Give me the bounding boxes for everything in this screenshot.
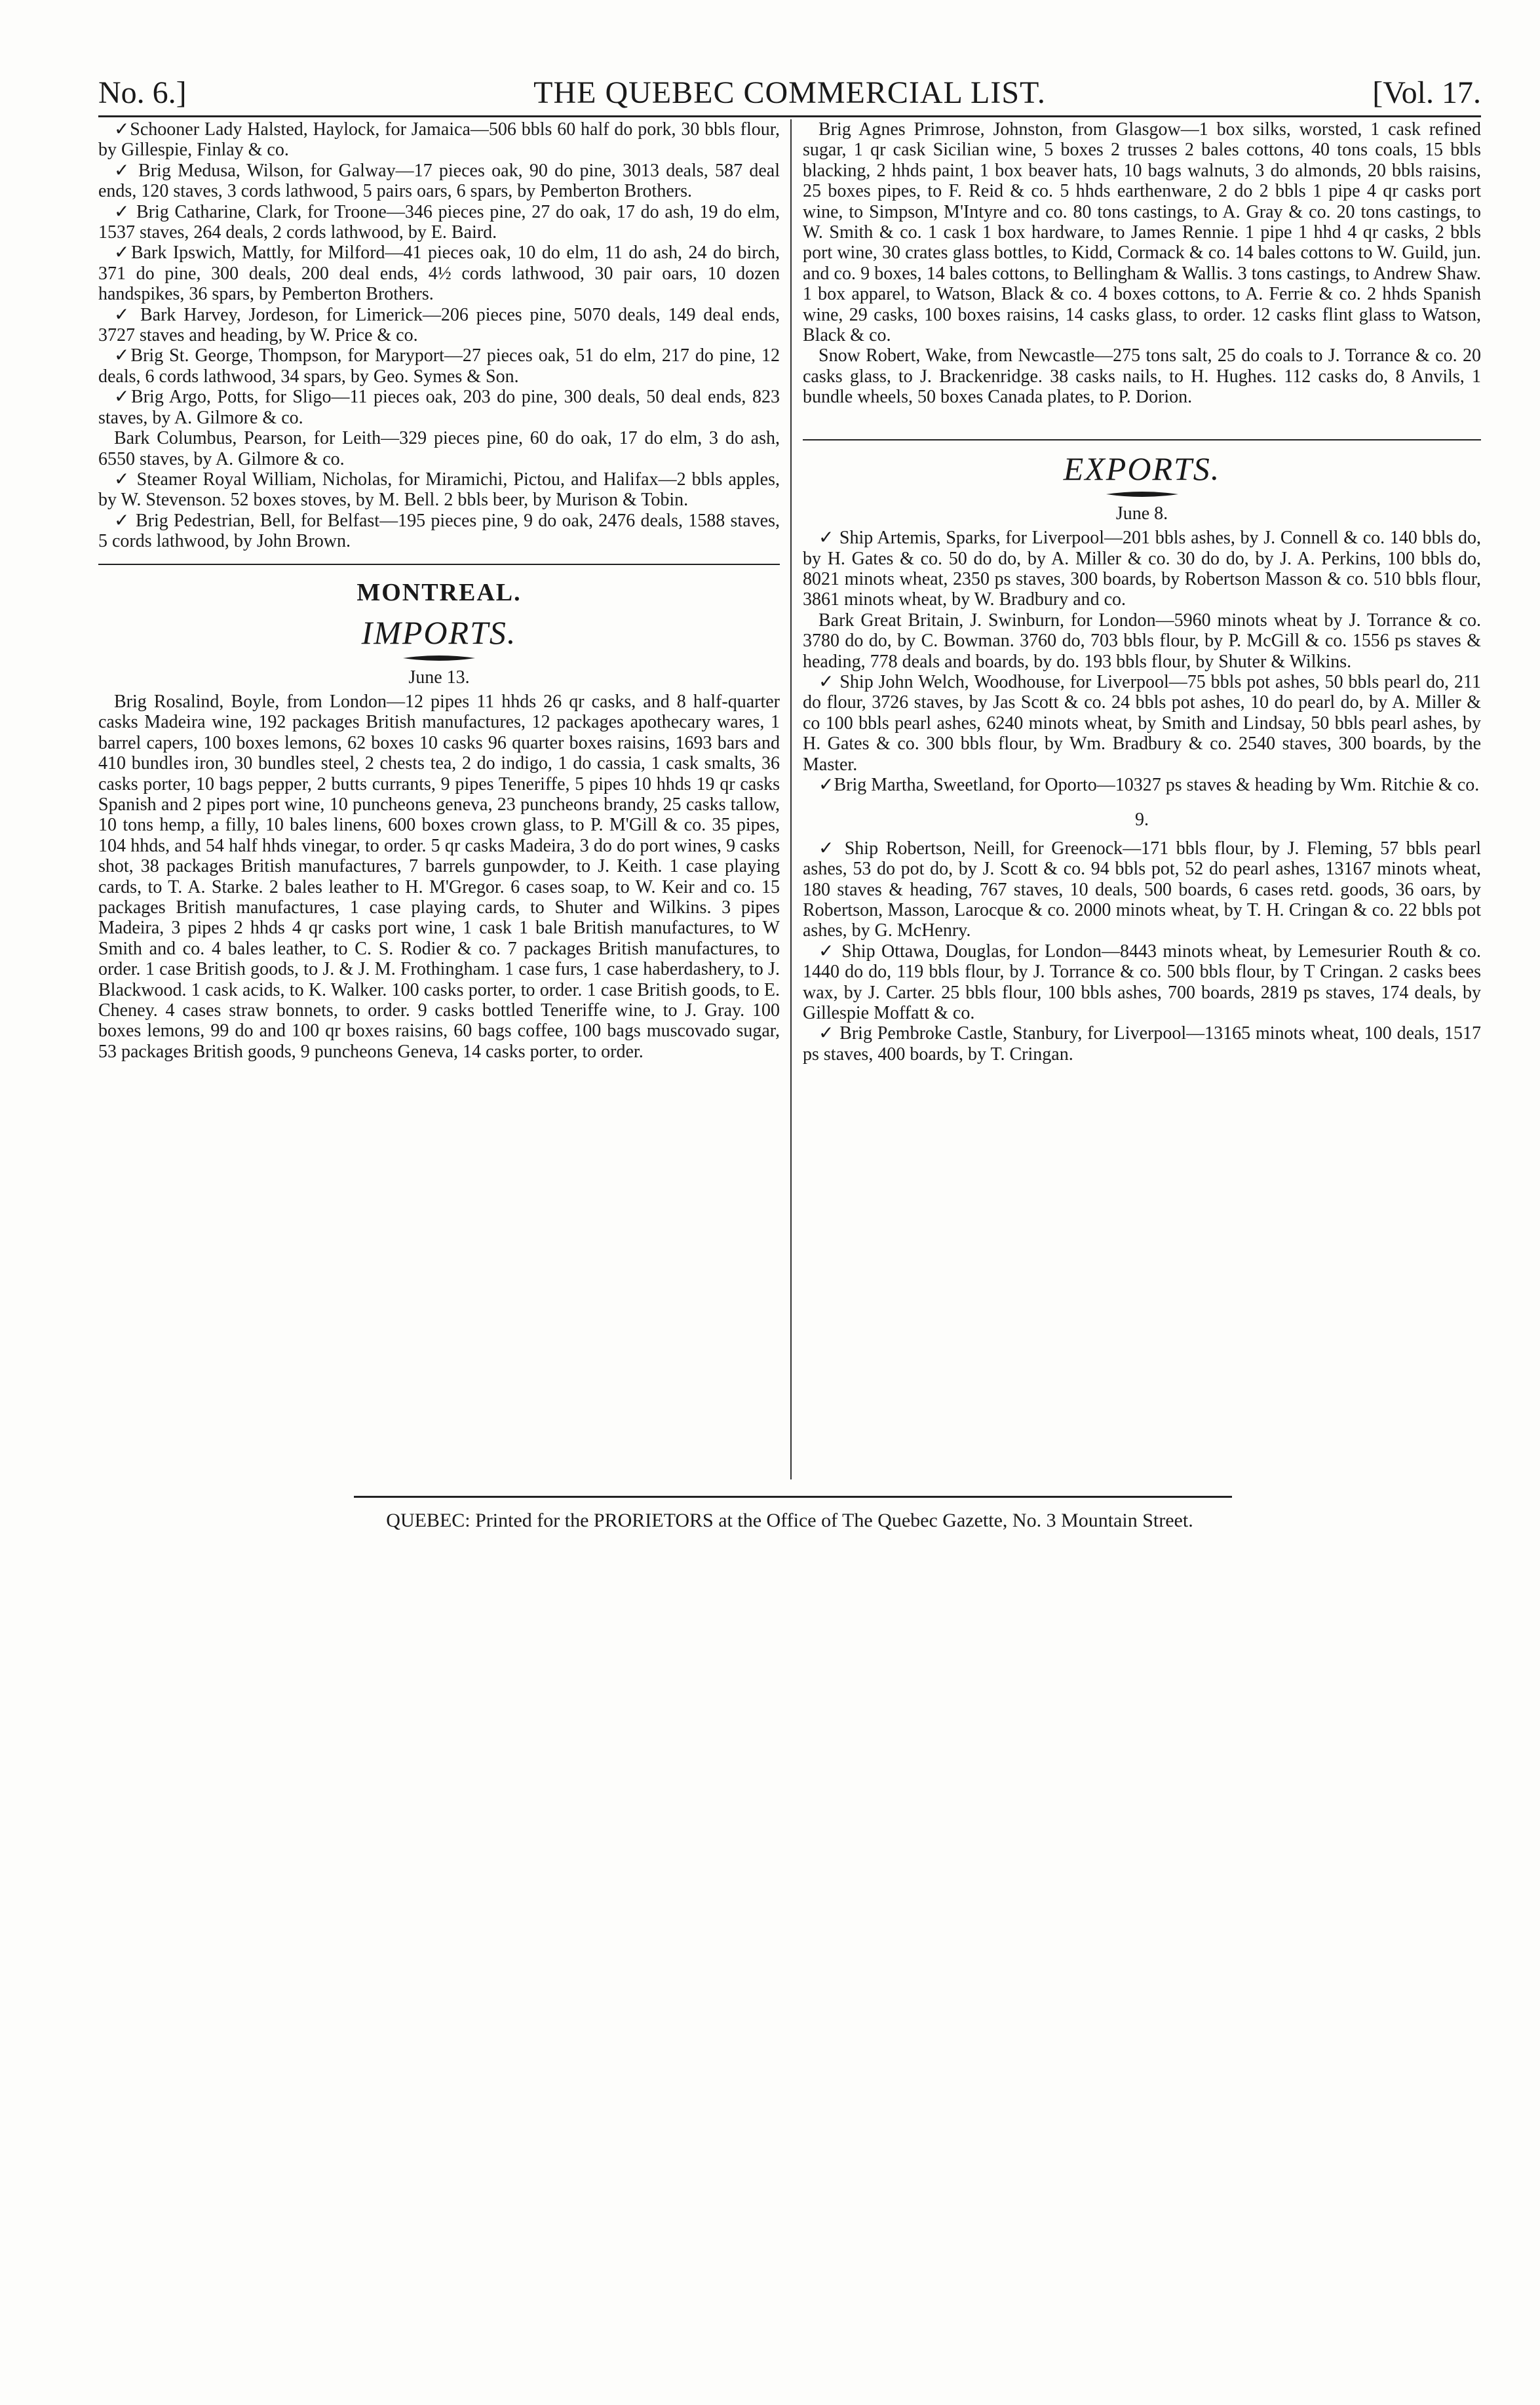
volume-number: [Vol. 17. bbox=[1372, 75, 1481, 110]
ornament-rule-icon bbox=[403, 654, 475, 662]
section-rule bbox=[98, 564, 780, 565]
montreal-heading: MONTREAL. bbox=[356, 578, 522, 606]
shipping-entry: Bark Columbus, Pearson, for Leith—329 pieces pine, 60 do oak, 17 do elm, 3 do ash, 6550 staves, by A. Gilmore & co. bbox=[98, 428, 780, 469]
export-entry: Bark Great Britain, J. Swinburn, for London—5960 minots wheat by J. Torrance & co. 3780 do do, by C. Bowman. 3760 do, 703 bbls flour, by P. McGill & co. 1556 ps staves & heading, 778 deals and boards, by do. 193 bbls flour, by Shuter & Wilkins. bbox=[803, 610, 1481, 672]
shipping-entry: ✓Bark Ipswich, Mattly, for Milford—41 pieces oak, 10 do elm, 11 do ash, 24 do birch, 371 do pine, 300 deals, 200 deal ends, 4½ cords lathwood, 30 pair oars, 10 dozen handspikes, 36 spars, by Pemberton Brothers. bbox=[98, 243, 780, 305]
shipping-entry: ✓Brig St. George, Thompson, for Maryport—27 pieces oak, 51 do elm, 217 do pine, 12 deals, 6 cords lathwood, 34 spars, by Geo. Symes & Son. bbox=[98, 345, 780, 387]
shipping-entry: ✓Schooner Lady Halsted, Haylock, for Jamaica—506 bbls 60 half do pork, 30 bbls flour, by Gillespie, Finlay & co. bbox=[98, 119, 780, 161]
ornament-rule-icon bbox=[1106, 490, 1178, 498]
export-entry: ✓Brig Martha, Sweetland, for Oporto—10327 ps staves & heading by Wm. Ritchie & co. bbox=[818, 774, 1480, 795]
shipping-entry: ✓ Brig Pedestrian, Bell, for Belfast—195 pieces pine, 9 do oak, 2476 deals, 1588 staves, 5 cords lathwood, by John Brown. bbox=[98, 510, 780, 552]
montreal-import-entry: Brig Rosalind, Boyle, from London—12 pipes 11 hhds 26 qr casks, and 8 half-quarter casks Madeira wine, 192 packages British manufactures, 12 packages apothecary wares, 1 barrel capers, 100 boxes lemons, 62 boxes 10 casks 96 quarter boxes raisins, 1693 bars and 410 bundles iron, 30 bundles steel, 2 chests tea, 2 do indigo, 1 do cassia, 1 cask smalts, 36 casks porter, 10 bags pepper, 2 butts currants, 9 pipes Teneriffe, 5 pipes 10 hhds 19 qr casks Spanish and 2 pipes port wine, 10 puncheons geneva, 23 puncheons brandy, 25 casks tallow, 10 tons hemp, a filly, 10 bales linens, 600 boxes crown glass, to P. M'Gill & co. 35 pipes, 104 hhds, and 54 half hhds vinegar, to order. 5 qr casks Madeira, 3 do do port wines, 9 casks shot, 38 packages British manufactures, 7 barrels gunpowder, to J. Keith. 1 case playing cards, to T. A. Starke. 2 bales leather to H. M'Gregor. 6 cases soap, to W. Keir and co. 15 packages British manufactures, 1 case playing cards, to Shuter and Wilkins. 3 pipes Madeira, 3 pipes 2 hhds 4 qr casks port wine, 1 cask 1 bale British manufactures, to W Smith and co. 4 bales leather, to C. S. Rodier & co. 7 packages British manufactures, to order. 1 case British goods, to J. & J. M. Frothingham. 1 case furs, 1 case haberdashery, to J. Blackwood. 1 cask acids, to K. Walker. 100 casks porter, to order. 1 case British goods, to E. Cheney. 4 cases straw bonnets, to order. 9 casks bottled Teneriffe wine, to J. Gray. 100 boxes lemons, 99 do and 100 qr boxes raisins, 60 bags coffee, 100 bags muscovado sugar, 53 packages British goods, 9 puncheons Geneva, 14 casks porter, to order. bbox=[98, 691, 780, 1062]
footer-rule bbox=[354, 1496, 1232, 1498]
export-entry: ✓ Ship Artemis, Sparks, for Liverpool—201 bbls ashes, by J. Connell & co. 140 bbls do, by H. Gates & co. 50 do do, by A. Miller & co. 30 do do, by J. A. Perkins, 100 bbls do, 8021 minots wheat, 2350 ps staves, 300 boards, by Robertson Masson & co. 510 bbls flour, 3861 minots wheat, by W. Bradbury and co. bbox=[803, 528, 1481, 610]
column-divider bbox=[790, 119, 792, 1479]
exports-date: June 8. bbox=[1115, 503, 1168, 524]
imports-heading: IMPORTS. bbox=[361, 614, 517, 651]
shipping-entry: ✓ Brig Catharine, Clark, for Troone—346 pieces pine, 27 do oak, 17 do ash, 19 do elm, 1537 staves, 264 deals, 2 cords lathwood, by E. Baird. bbox=[98, 201, 780, 243]
export-entry: ✓ Ship Robertson, Neill, for Greenock—171 bbls flour, by J. Fleming, 57 bbls pearl ashes, 53 do pot do, by J. Scott & co. 94 bbls pot, 52 do pearl ashes, 13167 minots wheat, 180 staves & heading, 767 staves, 10 deals, 500 boards, 6 cases retd. goods, 36 oars, by Robertson, Masson, Larocque & co. 2000 minots wheat, by T. H. Cringan & co. 22 bbls pot ashes, by G. McHenry. bbox=[803, 838, 1481, 941]
imports-date: June 13. bbox=[408, 667, 470, 688]
header-rule bbox=[98, 115, 1481, 117]
shipping-entry: ✓ Bark Harvey, Jordeson, for Limerick—206 pieces pine, 5070 deals, 149 deal ends, 3727 staves and heading, by W. Price & co. bbox=[98, 304, 780, 346]
export-entry: ✓ Brig Pembroke Castle, Stanbury, for Liverpool—13165 minots wheat, 100 deals, 1517 ps staves, 400 boards, by T. Cringan. bbox=[803, 1023, 1481, 1065]
exports-day-number: 9. bbox=[1135, 810, 1149, 831]
publication-title: THE QUEBEC COMMERCIAL LIST. bbox=[533, 75, 1046, 110]
right-column bbox=[803, 119, 1481, 1065]
imprint-footer: QUEBEC: Printed for the PRORIETORS at the Office of The Quebec Gazette, No. 3 Mountain Street. bbox=[386, 1510, 1193, 1531]
shipping-entry: ✓ Steamer Royal William, Nicholas, for Miramichi, Pictou, and Halifax—2 bbls apples, by W. Stevenson. 52 boxes stoves, by M. Bell. 2 bbls beer, by Murison & Tobin. bbox=[98, 469, 780, 511]
shipping-entry: ✓Brig Argo, Potts, for Sligo—11 pieces oak, 203 do pine, 300 deals, 50 deal ends, 823 staves, by A. Gilmore & co. bbox=[98, 387, 780, 428]
import-entry: Snow Robert, Wake, from Newcastle—275 tons salt, 25 do coals to J. Torrance & co. 20 casks glass, to J. Brackenridge. 38 casks nails, to H. Hughes. 112 casks do, 8 Anvils, 1 bundle wheels, 50 boxes Canada plates, to P. Dorion. bbox=[803, 345, 1481, 408]
export-entry: ✓ Ship Ottawa, Douglas, for London—8443 minots wheat, by Lemesurier Routh & co. 1440 do do, 119 bbls flour, by J. Torrance & co. 500 bbls flour, by T Cringan. 2 casks bees wax, by J. Carter. 25 bbls flour, 100 bbls ashes, 700 boards, 2819 ps staves, 174 deals, by Gillespie Moffatt & co. bbox=[803, 941, 1481, 1024]
shipping-entry: ✓ Brig Medusa, Wilson, for Galway—17 pieces oak, 90 do pine, 3013 deals, 587 deal ends, 120 staves, 3 cords lathwood, 5 pairs oars, 6 spars, by Pemberton Brothers. bbox=[98, 160, 780, 202]
left-column bbox=[98, 119, 780, 1062]
issue-number: No. 6.] bbox=[98, 75, 187, 110]
section-rule bbox=[803, 439, 1481, 440]
exports-heading: EXPORTS. bbox=[1063, 450, 1221, 487]
export-entry: ✓ Ship John Welch, Woodhouse, for Liverpool—75 bbls pot ashes, 50 bbls pearl do, 211 do flour, 3726 staves, by Jas Scott & co. 24 bbls pot ashes, 10 do pearl do, by A. Miller & co 100 bbls pearl ashes, 6240 minots wheat, by Smith and Lindsay, 50 bbls pearl ashes, by H. Gates & co. 300 bbls flour, by Wm. Bradbury & co. 2540 staves, 300 boards, by the Master. bbox=[803, 671, 1481, 775]
import-entry: Brig Agnes Primrose, Johnston, from Glasgow—1 box silks, worsted, 1 cask refined sugar, 1 qr cask Sicilian wine, 5 boxes 2 trusses 2 bales cottons, 40 tons coals, 15 bbls blacking, 2 hhds paint, 1 box beaver hats, 10 bags walnuts, 3 do almonds, 20 bbls raisins, 25 boxes pipes, to F. Reid & co. 5 hhds earthenware, 2 do 2 bbls 1 pipe 4 qr casks port wine, to Simpson, M'Intyre and co. 80 tons castings, to A. Gray & co. 20 tons castings, to W. Smith & co. 1 cask 1 box hardware, to James Rennie. 1 pipe 1 hhd 4 qr casks, 2 bbls port wine, 30 crates glass bottles, to Kidd, Cormack & co. 14 bales cottons to W. Guild, jun. and co. 9 boxes, 14 bales cottons, to Bellingham & Wallis. 3 tons castings, to Andrew Shaw. 1 box apparel, to Watson, Black & co. 4 boxes cottons, to A. Ferrie & co. 2 hhds Spanish wine, 29 casks, 100 boxes raisins, 14 casks glass, to order. 12 casks flint glass to Watson, Black & co. bbox=[803, 119, 1481, 346]
page-header bbox=[98, 73, 1481, 113]
